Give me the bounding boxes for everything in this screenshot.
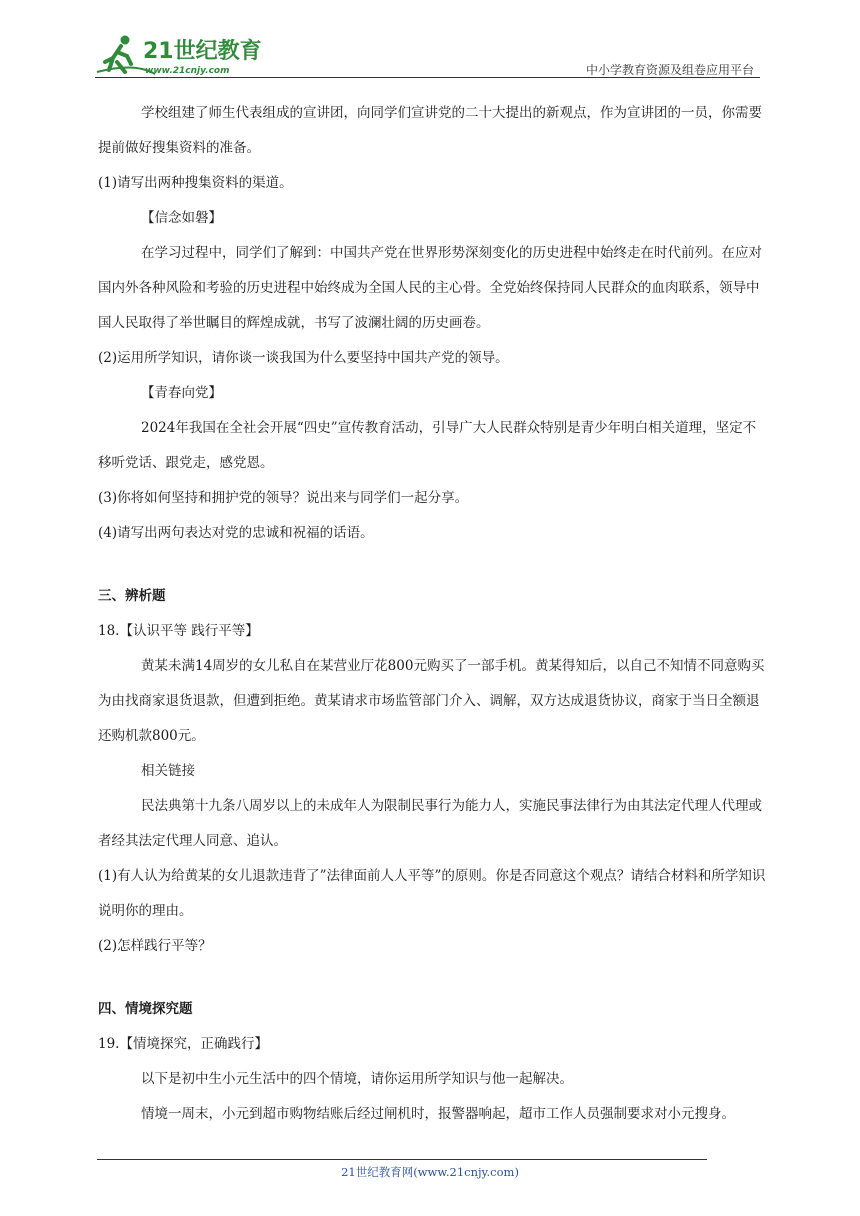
spacer (98, 551, 766, 579)
question: (4)请写出两句表达对党的忠诚和祝福的话语。 (98, 525, 374, 541)
paragraph: 民法典第十九条八周岁以上的未成年人为限制民事行为能力人，实施民事法律行为由其法定代理人代理或者经其法定代理人同意、追认。 (98, 798, 762, 849)
header-divider (95, 77, 760, 78)
logo-21cnjy (95, 32, 265, 78)
question-title: 19.【情境探究，正确践行】 (98, 1036, 268, 1052)
paragraph: 学校组建了师生代表组成的宣讲团，向同学们宣讲党的二十大提出的新观点，作为宣讲团的一员，你需要提前做好搜集资料的准备。 (98, 105, 762, 156)
paragraph: 以下是初中生小元生活中的四个情境，请你运用所学知识与他一起解决。 (141, 1071, 573, 1087)
document-body (98, 96, 766, 1132)
paragraph: 情境一周末，小元到超市购物结账后经过闸机时，报警器响起，超市工作人员强制要求对小元搜身。 (141, 1106, 735, 1122)
paragraph: 2024年我国在全社会开展“四史”宣传教育活动，引导广大人民群众特别是青少年明白相关道理，坚定不移听党话、跟党走，感党恩。 (98, 420, 757, 471)
spacer (98, 964, 766, 992)
footer-divider (97, 1159, 707, 1160)
question: (1)请写出两种搜集资料的渠道。 (98, 175, 293, 191)
footer-text: 21世纪教育网(www.21cnjy.com) (341, 1165, 519, 1179)
question: (1)有人认为给黄某的女儿退款违背了”法律面前人人平等”的原则。你是否同意这个观点？请结合材料和所学知识说明你的理由。 (98, 868, 766, 919)
paragraph: 在学习过程中，同学们了解到：中国共产党在世界形势深刻变化的历史进程中始终走在时代前列。在应对国内外各种风险和考验的历史进程中始终成为全国人民的主心骨。全党始终保持同人民群众的血肉联系，领导中国人民取得了举世瞩目的辉煌成就，书写了波澜壮阔的历史画卷。 (98, 245, 762, 331)
question: (2)运用所学知识，请你谈一谈我国为什么要坚持中国共产党的领导。 (98, 350, 509, 366)
question: (2)怎样践行平等？ (98, 938, 212, 954)
section-tag: 【信念如磐】 (141, 210, 222, 226)
logo-url: www.21cnjy.com (145, 66, 230, 76)
section-tag: 【青春向党】 (141, 385, 222, 401)
question: (3)你将如何坚持和拥护党的领导？说出来与同学们一起分享。 (98, 490, 469, 506)
platform-name: 中小学教育资源及组卷应用平台 (585, 63, 754, 77)
link-label: 相关链接 (141, 763, 195, 779)
section-heading: 四、情境探究题 (98, 1001, 193, 1017)
paragraph: 黄某未满14周岁的女儿私自在某营业厅花800元购买了一部手机。黄某得知后，以自己不知情不同意购买为由找商家退货退款，但遭到拒绝。黄某请求市场监管部门介入、调解，双方达成退货协议，商家于当日全额退还购机款800元。 (98, 658, 765, 744)
question-title: 18.【认识平等 践行平等】 (98, 623, 259, 639)
logo-text: 21世纪教育 (143, 39, 262, 64)
page-header (95, 32, 760, 80)
section-heading: 三、辨析题 (98, 588, 166, 604)
